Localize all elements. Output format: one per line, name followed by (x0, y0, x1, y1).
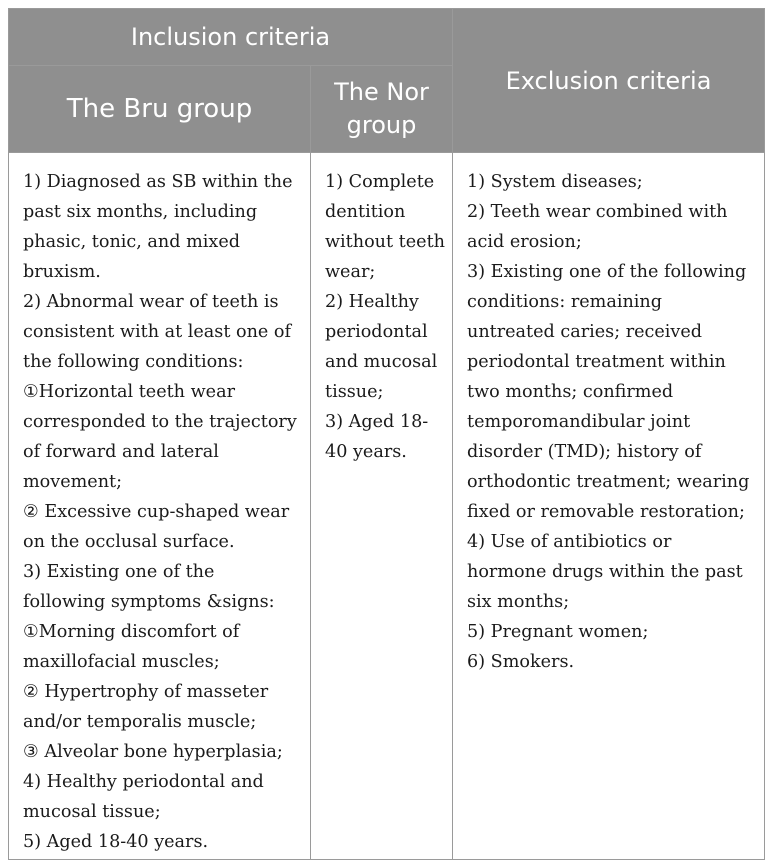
bru-criterion: ①Horizontal teeth wear corresponded to the trajectory of forward and lateral movement; (23, 382, 297, 492)
exclusion-criterion: 5) Pregnant women; (467, 622, 649, 642)
exclusion-criterion: 4) Use of antibiotics or hormone drugs within the past six months; (467, 532, 743, 612)
nor-criterion: 1) Complete dentition without teeth wear; (325, 172, 445, 282)
exclusion-criterion: 6) Smokers. (467, 652, 575, 672)
nor-group-criteria-cell (311, 153, 453, 860)
bru-criterion: 1) Diagnosed as SB within the past six months, including phasic, tonic, and mixed bruxism. (23, 172, 293, 282)
bru-group-header: The Bru group (9, 66, 311, 153)
bru-criterion: 5) Aged 18-40 years. (23, 832, 209, 852)
bru-criterion: ③ Alveolar bone hyperplasia; (23, 742, 283, 762)
bru-group-criteria-cell (9, 153, 311, 860)
exclusion-criteria-header: Exclusion criteria (453, 9, 765, 153)
bru-criterion: 4) Healthy periodontal and mucosal tissue; (23, 772, 264, 822)
exclusion-criterion: 2) Teeth wear combined with acid erosion; (467, 202, 728, 252)
exclusion-criterion: 3) Existing one of the following conditions: remaining untreated caries; received periodontal treatment within two months; confirmed temporomandibular joint disorder (TMD); history of orthodontic treatment; wearing fixed or removable restoration; (467, 262, 750, 522)
bru-criterion: 3) Existing one of the following symptoms &signs: (23, 562, 275, 612)
bru-criterion: 2) Abnormal wear of teeth is consistent with at least one of the following conditions: (23, 292, 292, 372)
bru-criterion: ② Excessive cup-shaped wear on the occlusal surface. (23, 502, 290, 552)
exclusion-criterion: 1) System diseases; (467, 172, 643, 192)
nor-criterion: 2) Healthy periodontal and mucosal tissue; (325, 292, 438, 402)
nor-group-header: The Nor group (311, 66, 453, 153)
nor-criterion: 3) Aged 18-40 years. (325, 412, 429, 462)
exclusion-criteria-cell (453, 153, 765, 860)
criteria-table (8, 8, 765, 860)
bru-criterion: ② Hypertrophy of masseter and/or temporalis muscle; (23, 682, 269, 732)
bru-criterion: ①Morning discomfort of maxillofacial muscles; (23, 622, 240, 672)
inclusion-criteria-header: Inclusion criteria (9, 9, 453, 66)
